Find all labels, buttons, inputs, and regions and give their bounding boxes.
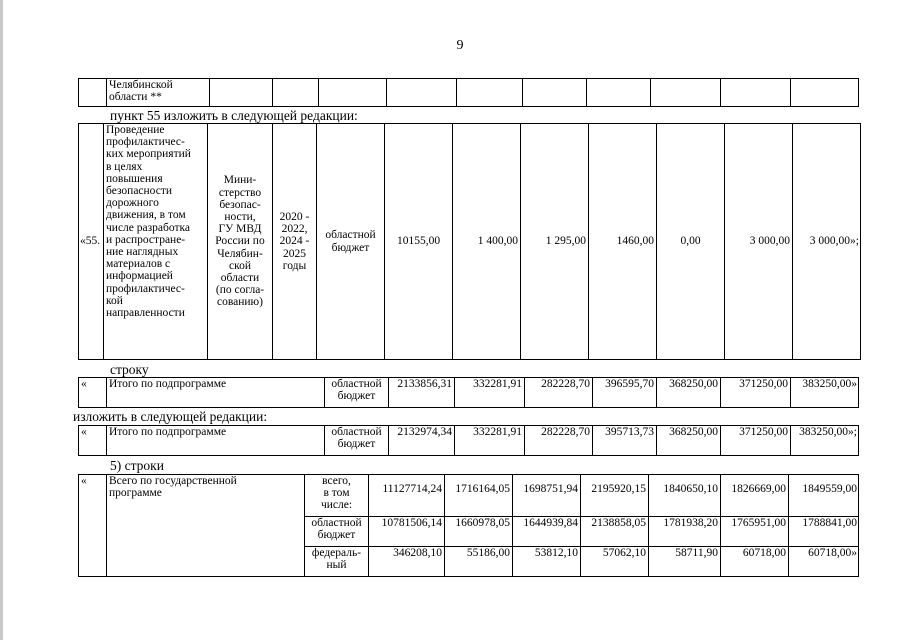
row-total-regional-2023: 1781938,20 [649,517,721,547]
row-total-label-federal: федераль- ный [305,547,369,577]
row55-executor: Мини- стерство безопас- ности, ГУ МВД России по Челябин- ской области (по согла- сованию) [208,124,273,360]
row-old-value-2022: 396595,70 [593,378,657,408]
row-total-all-2025: 1849559,00 [789,475,859,517]
row55-value-2021: 1 295,00 [521,124,589,360]
table-row-top [78,78,859,107]
row-new-value-2024: 371250,00 [721,426,791,456]
row-total-all-2022: 2195920,15 [581,475,649,517]
heading-item55: пункт 55 изложить в следующей редакции: [110,108,358,123]
row-new-mark: « [79,426,107,456]
heading-rows: 5) строки [110,458,164,473]
row-total-federal-2024: 60718,00 [721,547,789,577]
row-total-all-2024: 1826669,00 [721,475,789,517]
row55-value-2022: 1460,00 [589,124,657,360]
row55-name: Проведение профилактичес- ких мероприятий в целях повышения безопасности дорожного движения, в том числе разработка и распростране- ние наглядных материалов с информацией профилактичес- кой направленности [104,124,208,360]
row-total-all-2023: 1840650,10 [649,475,721,517]
row-new-value-2023: 368250,00 [657,426,721,456]
row-old-name: Итого по подпрограмме [107,378,325,408]
row-total-label-all: всего, в том числе: [305,475,369,517]
row-old-mark: « [79,378,107,408]
row-new-value-2025: 383250,00»; [791,426,859,456]
cell-empty [79,79,107,107]
heading-line: строку [110,362,149,377]
table-row-55 [78,123,861,360]
row-new-name: Итого по подпрограмме [107,426,325,456]
cell-region: Челябинской области ** [107,79,210,107]
row-total-federal-value: 346208,10 [369,547,445,577]
row55-value-total: 10155,00 [385,124,453,360]
row-total-regional-2021: 1644939,84 [513,517,581,547]
row-total-all-2020: 1716164,05 [445,475,513,517]
row-old-source: областной бюджет [325,378,389,408]
row55-value-2020: 1 400,00 [453,124,521,360]
row55-value-2023: 0,00 [657,124,725,360]
row-new-value-2020: 332281,91 [455,426,525,456]
row-total-name: Всего по государственной программе [107,475,305,577]
row-old-value-2023: 368250,00 [657,378,721,408]
row-new-value-total: 2132974,34 [389,426,455,456]
row-total-federal-2023: 58711,90 [649,547,721,577]
row-total-all-2021: 1698751,94 [513,475,581,517]
row-old-value-2021: 282228,70 [525,378,593,408]
row-total-federal-2025: 60718,00» [789,547,859,577]
table-program-total [78,474,859,577]
row55-years: 2020 - 2022, 2024 - 2025 годы [273,124,317,360]
row-old-value-total: 2133856,31 [389,378,455,408]
row-new-source: областной бюджет [325,426,389,456]
row-new-value-2021: 282228,70 [525,426,593,456]
row-old-value-2025: 383250,00» [791,378,859,408]
row55-value-2024: 3 000,00 [725,124,793,360]
row55-source: областной бюджет [317,124,385,360]
row-total-federal-2020: 55186,00 [445,547,513,577]
row-total-regional-2025: 1788841,00 [789,517,859,547]
row-old-value-2024: 371250,00 [721,378,791,408]
row-total-federal-2022: 57062,10 [581,547,649,577]
row-total-mark: « [79,475,107,577]
row-total-regional-2020: 1660978,05 [445,517,513,547]
row-total-regional-2024: 1765951,00 [721,517,789,547]
row-total-regional-2022: 2138858,05 [581,517,649,547]
table-row-old-total [78,377,859,408]
left-margin-line [0,0,3,640]
row-total-all-value: 11127714,24 [369,475,445,517]
row55-value-2025: 3 000,00»; [793,124,861,360]
row-total-regional-value: 10781506,14 [369,517,445,547]
table-row-new-total [78,425,859,456]
row-total-federal-2021: 53812,10 [513,547,581,577]
row-new-value-2022: 395713,73 [593,426,657,456]
row-total-label-regional: областной бюджет [305,517,369,547]
row55-number: «55. [79,124,104,360]
row-old-value-2020: 332281,91 [455,378,525,408]
heading-new-edition: изложить в следующей редакции: [73,409,268,424]
page-number: 9 [456,38,464,53]
